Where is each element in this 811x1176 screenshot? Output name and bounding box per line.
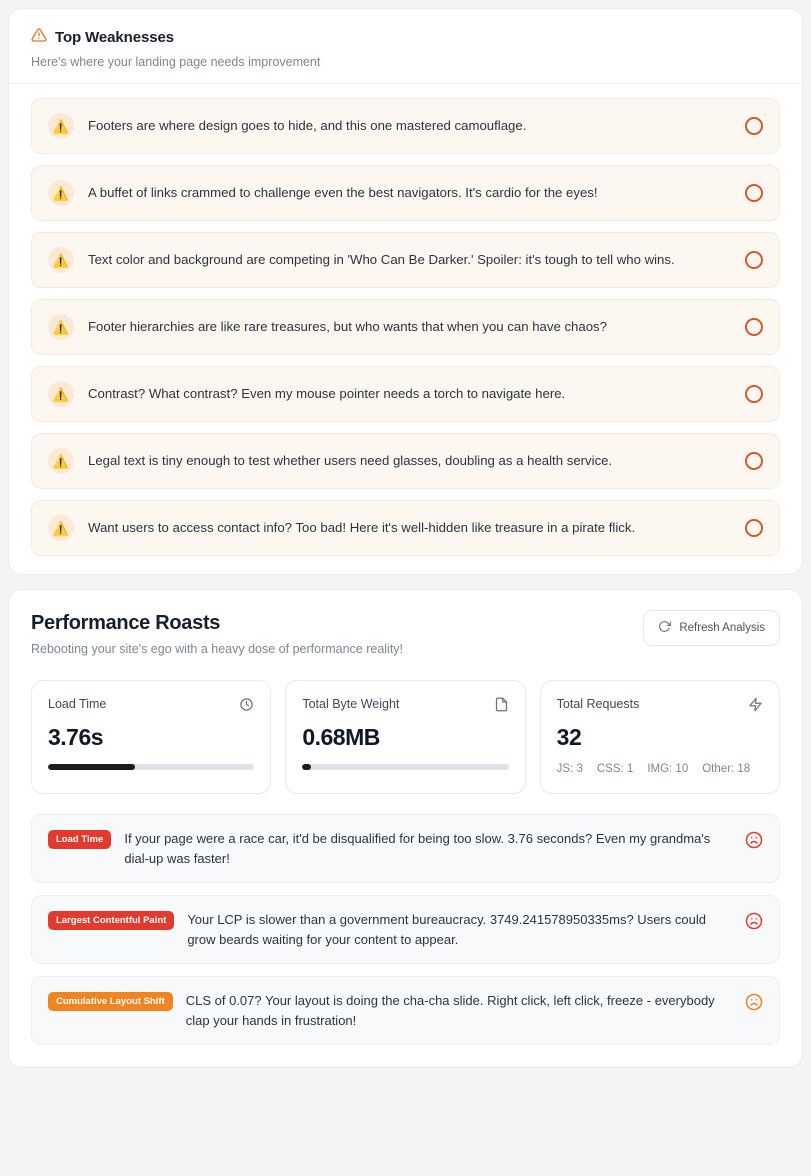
breakdown-img: IMG: 10: [647, 763, 689, 775]
list-item[interactable]: [31, 98, 780, 154]
roast-item: [31, 814, 780, 883]
metrics-row: [9, 662, 802, 798]
metric-progress-fill: [302, 764, 310, 770]
metric-top: [557, 697, 763, 714]
metric-label: Load Time: [48, 697, 107, 711]
breakdown-other: Other: 18: [702, 763, 751, 775]
breakdown-js: JS: 3: [556, 763, 583, 775]
roast-text: CLS of 0.07? Your layout is doing the cha-cha slide. Right click, left click, freeze - everybody clap your hands in frustration!: [185, 993, 715, 1028]
roasts-list: [9, 798, 802, 1067]
roast-item: [31, 895, 780, 964]
status-circle-icon[interactable]: [745, 117, 763, 135]
metric-total-byte-weight: [285, 680, 525, 794]
weakness-text: Footers are where design goes to hide, and this one mastered camouflage.: [88, 118, 527, 134]
frowning-face-icon: [745, 831, 763, 849]
list-item[interactable]: [31, 366, 780, 422]
weakness-text: Contrast? What contrast? Even my mouse pointer needs a torch to navigate here.: [88, 386, 566, 402]
status-badge: Largest Contentful Paint: [48, 911, 174, 930]
weakness-text: Footer hierarchies are like rare treasures, but who wants that when you can have chaos?: [88, 319, 607, 335]
list-item[interactable]: [31, 433, 780, 489]
metric-value: 0.68MB: [302, 724, 380, 750]
clock-icon: [239, 697, 254, 714]
performance-title: Performance Roasts: [31, 612, 221, 634]
metric-value: 32: [556, 724, 582, 750]
frowning-face-icon: [745, 993, 763, 1011]
frowning-face-icon: [745, 912, 763, 930]
page-root: [0, 8, 811, 1068]
status-circle-icon[interactable]: [745, 184, 763, 202]
weaknesses-header: [9, 9, 802, 84]
warning-icon: ⚠️: [48, 448, 74, 474]
top-weaknesses-card: [8, 8, 803, 575]
refresh-analysis-button[interactable]: [643, 610, 780, 646]
refresh-analysis-label: Refresh Analysis: [679, 622, 765, 634]
metric-label: Total Byte Weight: [302, 697, 400, 711]
roast-text: Your LCP is slower than a government bureaucracy. 3749.241578950335ms? Users could grow beards waiting for your content to appear.: [187, 912, 706, 947]
list-item[interactable]: [31, 165, 780, 221]
list-item[interactable]: [31, 232, 780, 288]
weakness-text: A buffet of links crammed to challenge even the best navigators. It's cardio for the eyes!: [88, 185, 598, 201]
roast-text: If your page were a race car, it'd be disqualified for being too slow. 3.76 seconds? Even my grandma's dial-up was faster!: [124, 831, 711, 866]
list-item[interactable]: [31, 299, 780, 355]
metric-progress-fill: [48, 764, 135, 770]
performance-subtitle: Rebooting your site's ego with a heavy dose of performance reality!: [31, 642, 404, 656]
list-item[interactable]: [31, 500, 780, 556]
metric-top: [302, 697, 508, 714]
warning-triangle-icon: [31, 27, 47, 48]
metric-progress-track: [302, 764, 508, 770]
document-icon: [494, 697, 509, 714]
weakness-text: Want users to access contact info? Too bad! Here it's well-hidden like treasure in a pirate flick.: [88, 520, 636, 536]
weaknesses-title-row: [31, 27, 780, 48]
metric-label: Total Requests: [556, 697, 640, 711]
metric-total-requests: [540, 680, 780, 794]
status-circle-icon[interactable]: [745, 318, 763, 336]
status-circle-icon[interactable]: [745, 385, 763, 403]
status-badge: Load Time: [48, 830, 111, 849]
status-circle-icon[interactable]: [745, 251, 763, 269]
warning-icon: ⚠️: [48, 314, 74, 340]
warning-icon: ⚠️: [48, 180, 74, 206]
metric-top: [48, 697, 254, 714]
warning-icon: ⚠️: [48, 381, 74, 407]
status-circle-icon[interactable]: [745, 519, 763, 537]
refresh-icon: [658, 620, 671, 636]
warning-icon: ⚠️: [48, 515, 74, 541]
performance-header: [9, 590, 802, 662]
requests-breakdown: [557, 763, 763, 775]
metric-load-time: [31, 680, 271, 794]
weaknesses-list: [9, 84, 802, 574]
page-title: Top Weaknesses: [55, 29, 174, 46]
weakness-text: Legal text is tiny enough to test whether users need glasses, doubling as a health service.: [88, 453, 613, 469]
weakness-text: Text color and background are competing in 'Who Can Be Darker.' Spoiler: it's tough to tell who wins.: [88, 252, 675, 268]
metric-progress-track: [48, 764, 254, 770]
warning-icon: ⚠️: [48, 113, 74, 139]
bolt-icon: [748, 697, 763, 714]
status-badge: Cumulative Layout Shift: [48, 992, 173, 1011]
weaknesses-subtitle: Here's where your landing page needs improvement: [31, 55, 321, 69]
roast-item: [31, 976, 780, 1045]
status-circle-icon[interactable]: [745, 452, 763, 470]
metric-value: 3.76s: [48, 724, 104, 750]
warning-icon: ⚠️: [48, 247, 74, 273]
performance-roasts-card: [8, 589, 803, 1068]
breakdown-css: CSS: 1: [596, 763, 634, 775]
